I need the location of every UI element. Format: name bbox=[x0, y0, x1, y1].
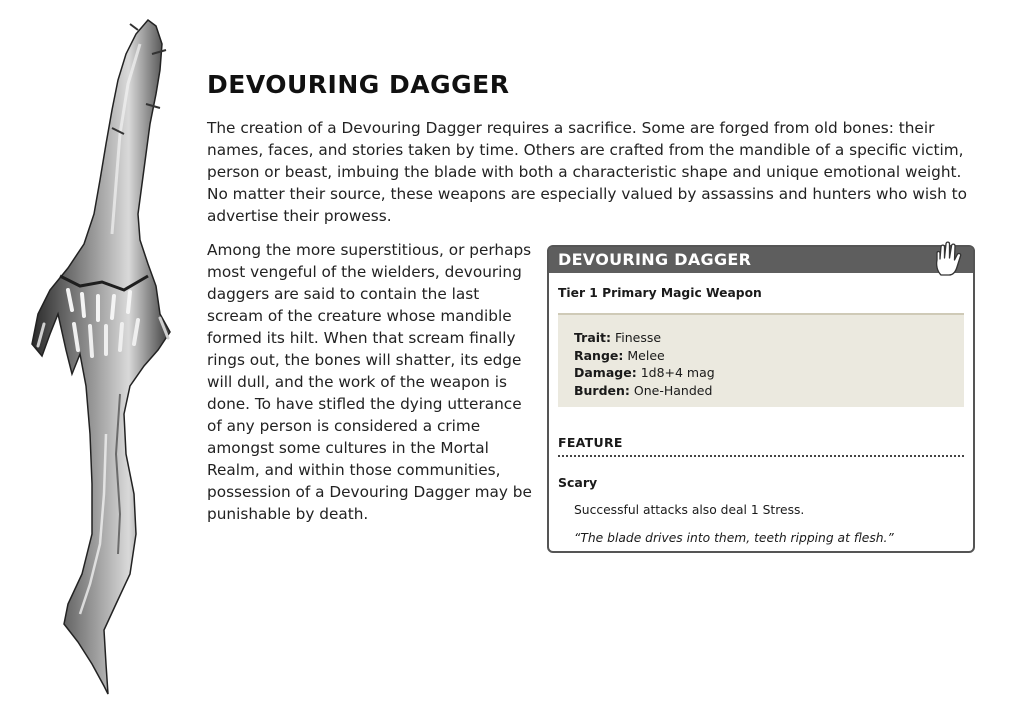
feature-flavor-text: “The blade drives into them, teeth ripping at flesh.” bbox=[574, 531, 894, 545]
page-title: DEVOURING DAGGER bbox=[207, 70, 510, 99]
stat-label: Trait: bbox=[574, 330, 612, 345]
stat-value: Melee bbox=[627, 347, 665, 363]
stat-block bbox=[558, 313, 964, 407]
stat-value: Finesse bbox=[615, 330, 662, 345]
intro-paragraph: The creation of a Devouring Dagger requires a sacrifice. Some are forged from old bones: their names, faces, and stories taken by time. Others are crafted from the mandible of a specific victim, person or beast, imbuing the blade with both a characteristic shape and unique emotional weight. No matter their source, these weapons are especially valued by assassins and hunters who wish to advertise their prowess. bbox=[207, 119, 968, 225]
card-title: DEVOURING DAGGER bbox=[558, 250, 752, 269]
hand-icon bbox=[933, 241, 963, 277]
stat-label: Burden: bbox=[574, 382, 630, 398]
dagger-illustration bbox=[20, 14, 190, 698]
stat-label: Damage: bbox=[574, 365, 637, 380]
stat-value: One-Handed bbox=[633, 382, 713, 398]
stat-row-trait bbox=[574, 329, 964, 347]
stat-row-range bbox=[574, 347, 964, 365]
feature-description: Successful attacks also deal 1 Stress. bbox=[574, 503, 805, 517]
stat-value: 1d8+4 mag bbox=[640, 365, 715, 380]
lore-paragraph: Among the more superstitious, or perhaps most vengeful of the wielders, devouring daggers are said to contain the last scream of the creature whose mandible formed its hilt. When that scream finally rings out, the bones will shatter, its edge will dull, and the work of the weapon is done. To have stifled the dying utterance of any person is considered a crime amongst some cultures in the Mortal Realm, and within those communities, possession of a Devouring Dagger may be punishable by death. bbox=[207, 241, 532, 523]
card-header bbox=[549, 247, 973, 273]
stat-row-damage bbox=[574, 364, 964, 382]
feature-heading: FEATURE bbox=[558, 435, 964, 457]
card-subtitle: Tier 1 Primary Magic Weapon bbox=[558, 286, 762, 300]
weapon-stat-card bbox=[547, 245, 975, 553]
stat-row-burden bbox=[574, 382, 964, 400]
feature-name: Scary bbox=[558, 475, 598, 490]
stat-label: Range: bbox=[574, 347, 624, 363]
